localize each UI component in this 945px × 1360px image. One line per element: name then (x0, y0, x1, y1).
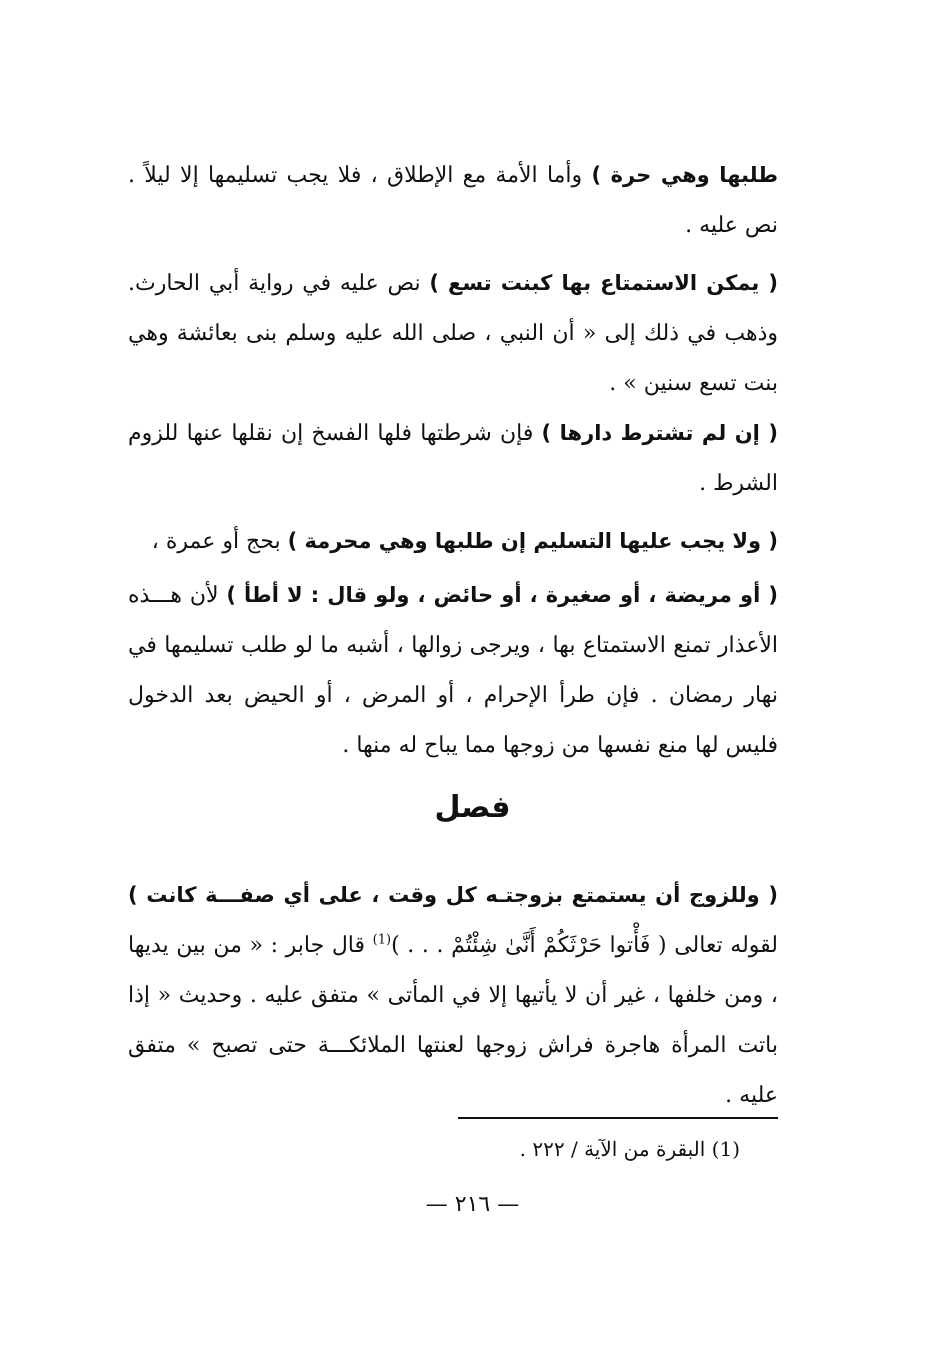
paragraph-5 (128, 570, 778, 771)
footnote: (1) البقرة من الآية / ٢٢٢ . (519, 1137, 740, 1161)
paragraph-2-text: نص عليه في رواية أبي الحارث. وذهب في ذلك إلى « أن النبي ، صلى الله عليه وسلم بنى بعائشة وهي بنت تسع سنين » . (128, 271, 778, 396)
footnote-divider (458, 1117, 778, 1119)
paragraph-2-bold: ( يمكن الاستمتاع بها كبنت تسع ) (429, 271, 778, 295)
paragraph-4-text: بحج أو عمرة ، (151, 529, 288, 554)
paragraph-6-text-b: قال جابر : « من بين يديها ، ومن خلفها ، غير أن لا يأتيها إلا في المأتى » متفق عليه . وحديث « إذا باتت المرأة هاجرة فراش زوجها لعنتها الملائكـــة حتى تصبح » متفق عليه . (128, 933, 778, 1108)
paragraph-3-bold: ( إن لم تشترط دارها ) (541, 421, 778, 445)
paragraph-6-bold: ( وللزوج أن يستمتع بزوجتـه كل وقت ، على أي صفـــة كانت ) (128, 883, 778, 907)
paragraph-1-bold: طلبها وهي حرة ) (591, 163, 778, 187)
paragraph-5-bold: ( أو مريضة ، أو صغيرة ، أو حائض ، ولو قال : لا أطأ ) (226, 583, 778, 607)
paragraph-1 (128, 150, 778, 251)
paragraph-6 (128, 870, 778, 1121)
page-number: — ٢١٦ — (425, 1192, 520, 1217)
paragraph-6-text-a: لقوله تعالى ( فَأْتوا حَرْثَكُمْ أَنَّىٰ شِئْتُمْ . . . ) (391, 933, 778, 958)
paragraph-4-bold: ( ولا يجب عليها التسليم إن طلبها وهي محرمة ) (287, 529, 778, 553)
paragraph-2 (128, 258, 778, 409)
paragraph-4 (128, 516, 778, 567)
section-heading: فصل (434, 790, 511, 825)
footnote-reference[interactable]: (1) (372, 932, 392, 948)
paragraph-3 (128, 408, 778, 509)
paragraph-1-text: وأما الأمة مع الإطلاق ، فلا يجب تسليمها إلا ليلاً . نص عليه . (128, 163, 778, 238)
paragraph-5-text: لأن هـــذه الأعذار تمنع الاستمتاع بها ، ويرجى زوالها ، أشبه ما لو طلب تسليمها في نهار رمضان . فإن طرأ الإحرام ، أو المرض ، أو الحيض بعد الدخول فليس لها منع نفسها من زوجها مما يباح له منها . (128, 583, 778, 758)
paragraph-3-text: فإن شرطتها فلها الفسخ إن نقلها عنها للزوم الشرط . (128, 421, 778, 496)
